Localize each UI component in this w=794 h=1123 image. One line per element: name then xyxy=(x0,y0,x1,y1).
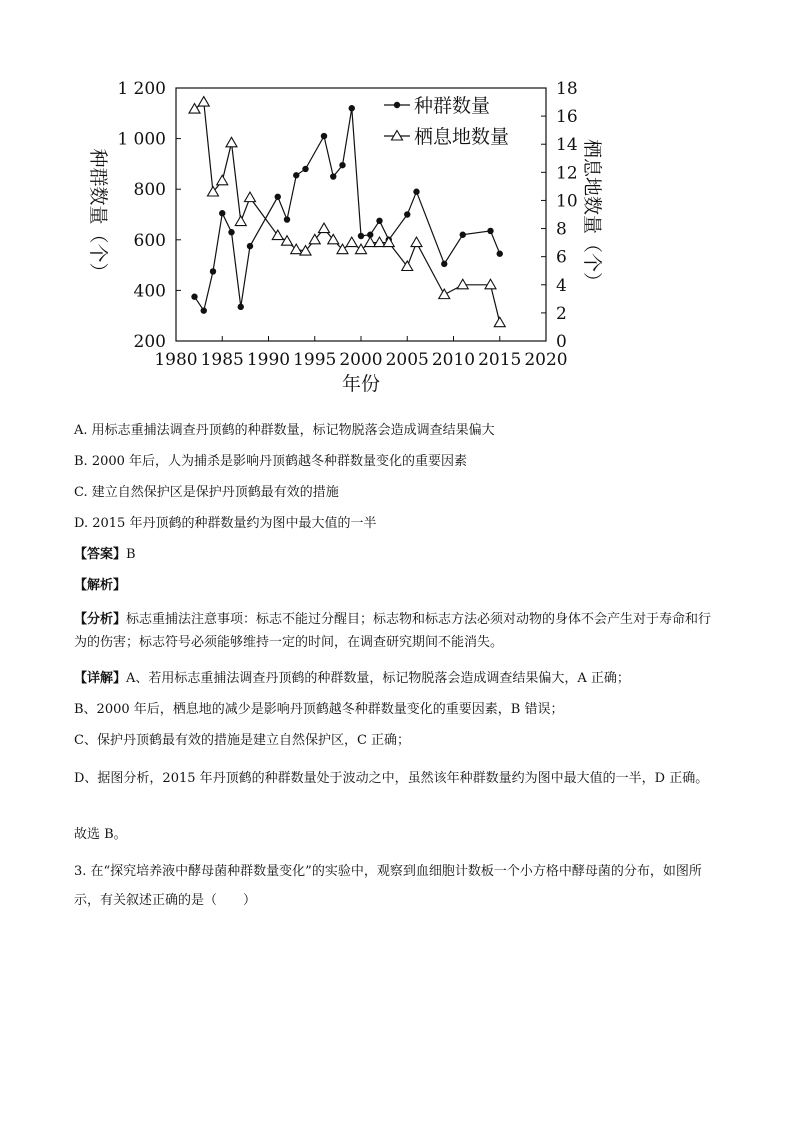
x-tick-label: 1995 xyxy=(293,350,337,370)
legend-marker-population xyxy=(394,102,400,108)
habitat-point xyxy=(439,289,450,299)
x-tick-label: 2020 xyxy=(524,350,568,370)
habitat-point xyxy=(365,237,376,247)
habitat-point xyxy=(282,236,293,246)
x-axis-label: 年份 xyxy=(341,373,381,395)
habitat-point xyxy=(319,223,330,233)
population-point xyxy=(302,166,308,172)
population-point xyxy=(358,233,364,239)
answer-line xyxy=(74,546,136,564)
y-right-tick-label: 0 xyxy=(556,332,567,352)
analysis-label: 【解析】 xyxy=(74,578,127,593)
fenxi-label: 【分析】 xyxy=(74,612,127,627)
option-a: A. 用标志重捕法调查丹顶鹤的种群数量，标记物脱落会造成调查结果偏大 xyxy=(74,423,495,438)
y-right-tick-label: 10 xyxy=(556,191,578,212)
population-habitat-chart xyxy=(70,70,603,400)
habitat-point xyxy=(235,216,246,226)
y-right-tick-label: 16 xyxy=(556,107,578,128)
population-point xyxy=(339,162,345,168)
fenxi-paragraph xyxy=(74,608,724,654)
population-point xyxy=(247,243,253,249)
legend-marker-habitat xyxy=(392,131,403,141)
x-tick-label: 2000 xyxy=(339,350,383,370)
legend-label-population: 种群数量 xyxy=(414,95,491,117)
habitat-point xyxy=(272,230,283,240)
population-point xyxy=(201,307,207,313)
answer-value: B xyxy=(126,547,136,562)
population-point xyxy=(321,133,327,139)
population-point xyxy=(330,173,336,179)
xiangjie-a: A、若用标志重捕法调查丹顶鹤的种群数量，标记物脱落会造成调查结果偏大，A 正确； xyxy=(126,671,630,686)
population-point xyxy=(460,232,466,238)
habitat-point xyxy=(457,279,468,289)
y-right-tick-label: 18 xyxy=(556,79,578,99)
legend-label-habitat: 栖息地数量 xyxy=(414,126,510,148)
option-c: C. 建立自然保护区是保护丹顶鹤最有效的措施 xyxy=(74,485,339,500)
xiangjie-a-line xyxy=(74,670,630,688)
answer-label: 【答案】 xyxy=(74,547,127,562)
y-left-tick-label: 1 200 xyxy=(117,79,166,99)
fenxi-text: 标志重捕法注意事项：标志不能过分醒目；标志物和标志方法必须对动物的身体不会产生对于寿命和行为的伤害；标志符号必须能够维持一定的时间，在调查研究期间不能消失。 xyxy=(74,612,712,650)
y-left-tick-label: 1 000 xyxy=(117,129,166,150)
population-point xyxy=(238,304,244,310)
y-left-tick-label: 600 xyxy=(133,230,166,251)
x-tick-label: 2015 xyxy=(478,350,522,370)
habitat-point xyxy=(346,237,357,247)
population-point xyxy=(219,210,225,216)
habitat-point xyxy=(374,237,385,247)
population-point xyxy=(284,216,290,222)
population-point xyxy=(404,211,410,217)
habitat-point xyxy=(226,137,237,147)
population-point xyxy=(228,229,234,235)
population-point xyxy=(497,251,503,257)
habitat-point xyxy=(198,97,209,107)
y-right-tick-label: 8 xyxy=(556,219,567,240)
y-right-axis-label: 栖息地数量（个） xyxy=(581,138,603,292)
population-point xyxy=(487,228,493,234)
y-left-tick-label: 200 xyxy=(133,332,166,352)
x-tick-label: 1990 xyxy=(246,350,291,370)
x-tick-label: 2010 xyxy=(431,350,476,370)
xiangjie-d: D、据图分析，2015 年丹顶鹤的种群数量处于波动之中，虽然该年种群数量约为图中最大值的一半，D 正确。 xyxy=(74,771,709,786)
xiangjie-c: C、保护丹顶鹤最有效的措施是建立自然保护区，C 正确； xyxy=(74,733,411,748)
habitat-point xyxy=(245,192,256,202)
y-left-tick-label: 400 xyxy=(133,281,166,302)
habitat-point xyxy=(411,237,422,247)
y-right-tick-label: 4 xyxy=(556,275,567,296)
option-d: D. 2015 年丹顶鹤的种群数量约为图中最大值的一半 xyxy=(74,516,377,531)
y-right-tick-label: 12 xyxy=(556,163,578,184)
xiangjie-b: B、2000 年后，栖息地的减少是影响丹顶鹤越冬种群数量变化的重要因素，B 错误； xyxy=(74,702,564,717)
option-b: B. 2000 年后，人为捕杀是影响丹顶鹤越冬种群数量变化的重要因素 xyxy=(74,454,468,469)
x-tick-label: 2005 xyxy=(385,350,429,370)
x-tick-label: 1980 xyxy=(154,350,198,370)
y-right-tick-label: 6 xyxy=(556,247,567,268)
analysis-heading xyxy=(74,577,126,595)
y-left-axis-label: 种群数量（个） xyxy=(87,148,109,282)
population-point xyxy=(210,268,216,274)
y-left-tick-label: 800 xyxy=(133,180,166,201)
question-3: 3. 在“探究培养液中酵母菌种群数量变化”的实验中，观察到血细胞计数板一个小方格中酵母菌的分布，如图所示，有关叙述正确的是（ ） xyxy=(74,864,702,908)
habitat-point xyxy=(383,237,394,247)
conclusion: 故选 B。 xyxy=(74,827,127,842)
population-point xyxy=(293,172,299,178)
y-right-tick-label: 14 xyxy=(556,135,578,156)
habitat-point xyxy=(217,175,228,185)
x-tick-label: 1985 xyxy=(200,350,244,370)
population-point xyxy=(275,194,281,200)
population-point xyxy=(191,294,197,300)
population-point xyxy=(441,261,447,267)
y-left-ticks xyxy=(117,79,181,352)
population-point xyxy=(349,105,355,111)
chart-legend xyxy=(384,95,509,148)
habitat-point xyxy=(494,317,505,327)
habitat-point xyxy=(485,279,496,289)
xiangjie-label: 【详解】 xyxy=(74,671,127,686)
population-point xyxy=(376,218,382,224)
population-point xyxy=(413,189,419,195)
y-right-tick-label: 2 xyxy=(556,303,567,324)
